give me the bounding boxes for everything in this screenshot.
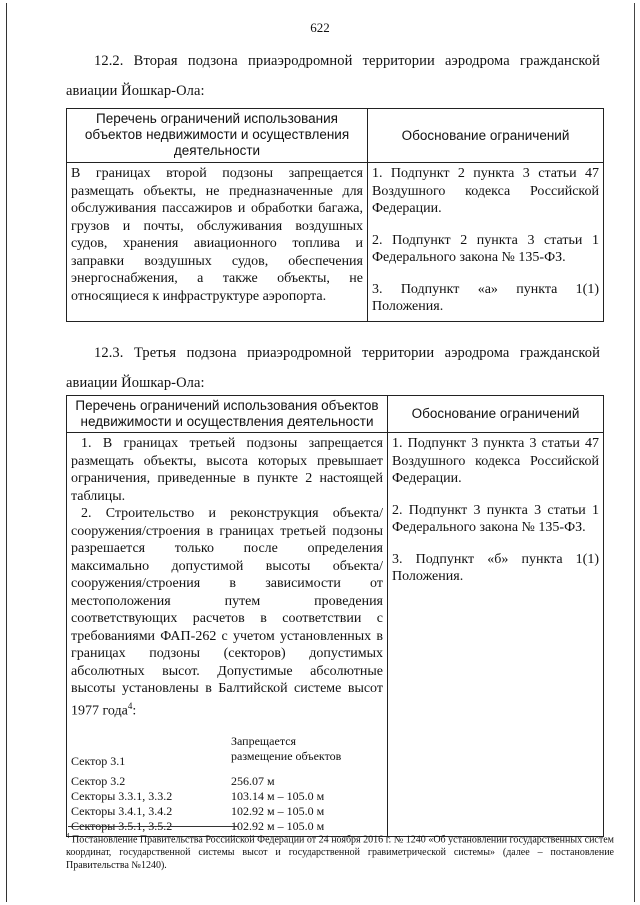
sector-row	[71, 774, 383, 789]
restriction-item-1: 1. В границах третьей подзоны запрещается размещать объекты, высота которых превышает ограничения, приведенные в пункте 2 настоящей таблицы.	[71, 436, 383, 504]
sector-value: 102.92 м – 105.0 м	[231, 818, 325, 833]
section-12-3-heading-line1: 12.3. Третья подзона приаэродромной территории аэродрома гражданской	[94, 345, 600, 361]
basis-cell	[368, 163, 604, 322]
footnote-ref: 4	[127, 700, 133, 711]
restriction-item-2: 2. Строительство и реконструкция объекта/сооружения/строения в границах третьей подзоны разрешается только после определения максимально допустимой высоты объекта/сооружения/строения в зависимости от местоположения путем проведения соответствующих расчетов в соответствии с требованиями ФАП-262 с учетом установленных в границах подзоны (секторов) допустимых абсолютных высот. Допустимые абсолютные высоты установлены в Балтийской системе высот 1977 года$^4$:	[71, 506, 383, 719]
header-restrictions: Перечень ограничений использования объектов недвижимости и осуществления деятельности	[67, 396, 388, 433]
header-basis: Обоснование ограничений	[388, 396, 604, 433]
basis-item: 3. Подпункт «а» пункта 1(1) Положения.	[372, 281, 599, 315]
basis-item: 1. Подпункт 3 пункта 3 статьи 47 Воздушного кодекса Российской Федерации.	[392, 436, 599, 486]
restriction-cell	[67, 433, 388, 837]
sector-value: 103.14 м – 105.0 м	[231, 788, 325, 803]
sector-name: Сектор 3.2	[71, 773, 126, 788]
sector-name: Секторы 3.4.1, 3.4.2	[71, 803, 173, 818]
footnote-divider	[68, 826, 238, 827]
sector-name: Секторы 3.5.1, 3.5.2	[71, 818, 173, 833]
table-header-row	[67, 396, 604, 433]
header-basis: Обоснование ограничений	[368, 109, 604, 163]
sector-row	[71, 789, 383, 804]
basis-cell	[388, 433, 604, 837]
section-12-2-table	[66, 108, 604, 322]
sector-row	[71, 804, 383, 819]
section-12-2-heading	[66, 46, 600, 106]
section-12-2-heading-line1: 12.2. Вторая подзона приаэродромной территории аэродрома гражданской	[94, 53, 600, 69]
basis-item: 2. Подпункт 3 пункта 3 статьи 1 Федерального закона № 135-ФЗ.	[392, 502, 599, 535]
footnote	[66, 830, 614, 872]
restriction-cell: В границах второй подзоны запрещается размещать объекты, не предназначенные для обслуживания пассажиров и обработки багажа, грузов и почты, обслуживания воздушных судов, хранения авиационного топлива и заправки воздушных судов, обеспечения энергоснабжения, а также объекты, не относящиеся к инфраструктуре аэропорта.	[67, 163, 368, 322]
section-12-3-table	[66, 395, 604, 837]
basis-item: 3. Подпункт «б» пункта 1(1) Положения.	[392, 551, 599, 584]
section-12-3-heading	[66, 338, 600, 398]
basis-item: 2. Подпункт 2 пункта 3 статьи 1 Федерального закона № 135-ФЗ.	[372, 232, 599, 266]
sector-name: Секторы 3.3.1, 3.3.2	[71, 788, 173, 803]
section-12-3-heading-line2: авиации Йошкар-Ола:	[66, 375, 205, 391]
table-row	[67, 433, 604, 837]
sector-value: 102.92 м – 105.0 м	[231, 803, 325, 818]
section-12-2-heading-line2: авиации Йошкар-Ола:	[66, 83, 205, 99]
basis-item: 1. Подпункт 2 пункта 3 статьи 47 Воздушного кодекса Российской Федерации.	[372, 166, 599, 217]
sector-height-table	[71, 734, 383, 834]
table-row	[67, 163, 604, 322]
sector-value: 256.07 м	[231, 773, 275, 788]
header-restrictions: Перечень ограничений использования объектов недвижимости и осуществления деятельности	[67, 109, 368, 163]
footnote-text: Постановление Правительства Российской Федерации от 24 ноября 2016 г. № 1240 «Об установлении государственных систем координат, государственной системы высот и государственной гравиметрической системы» (далее – постановление Правительства №1240).	[66, 834, 614, 872]
sector-table-header-label: Запрещается размещение объектов	[231, 733, 342, 763]
page-number: 622	[310, 20, 330, 35]
footnote-marker: 4	[66, 832, 70, 840]
table-header-row	[67, 109, 604, 163]
sector-name: Сектор 3.1	[71, 753, 126, 768]
